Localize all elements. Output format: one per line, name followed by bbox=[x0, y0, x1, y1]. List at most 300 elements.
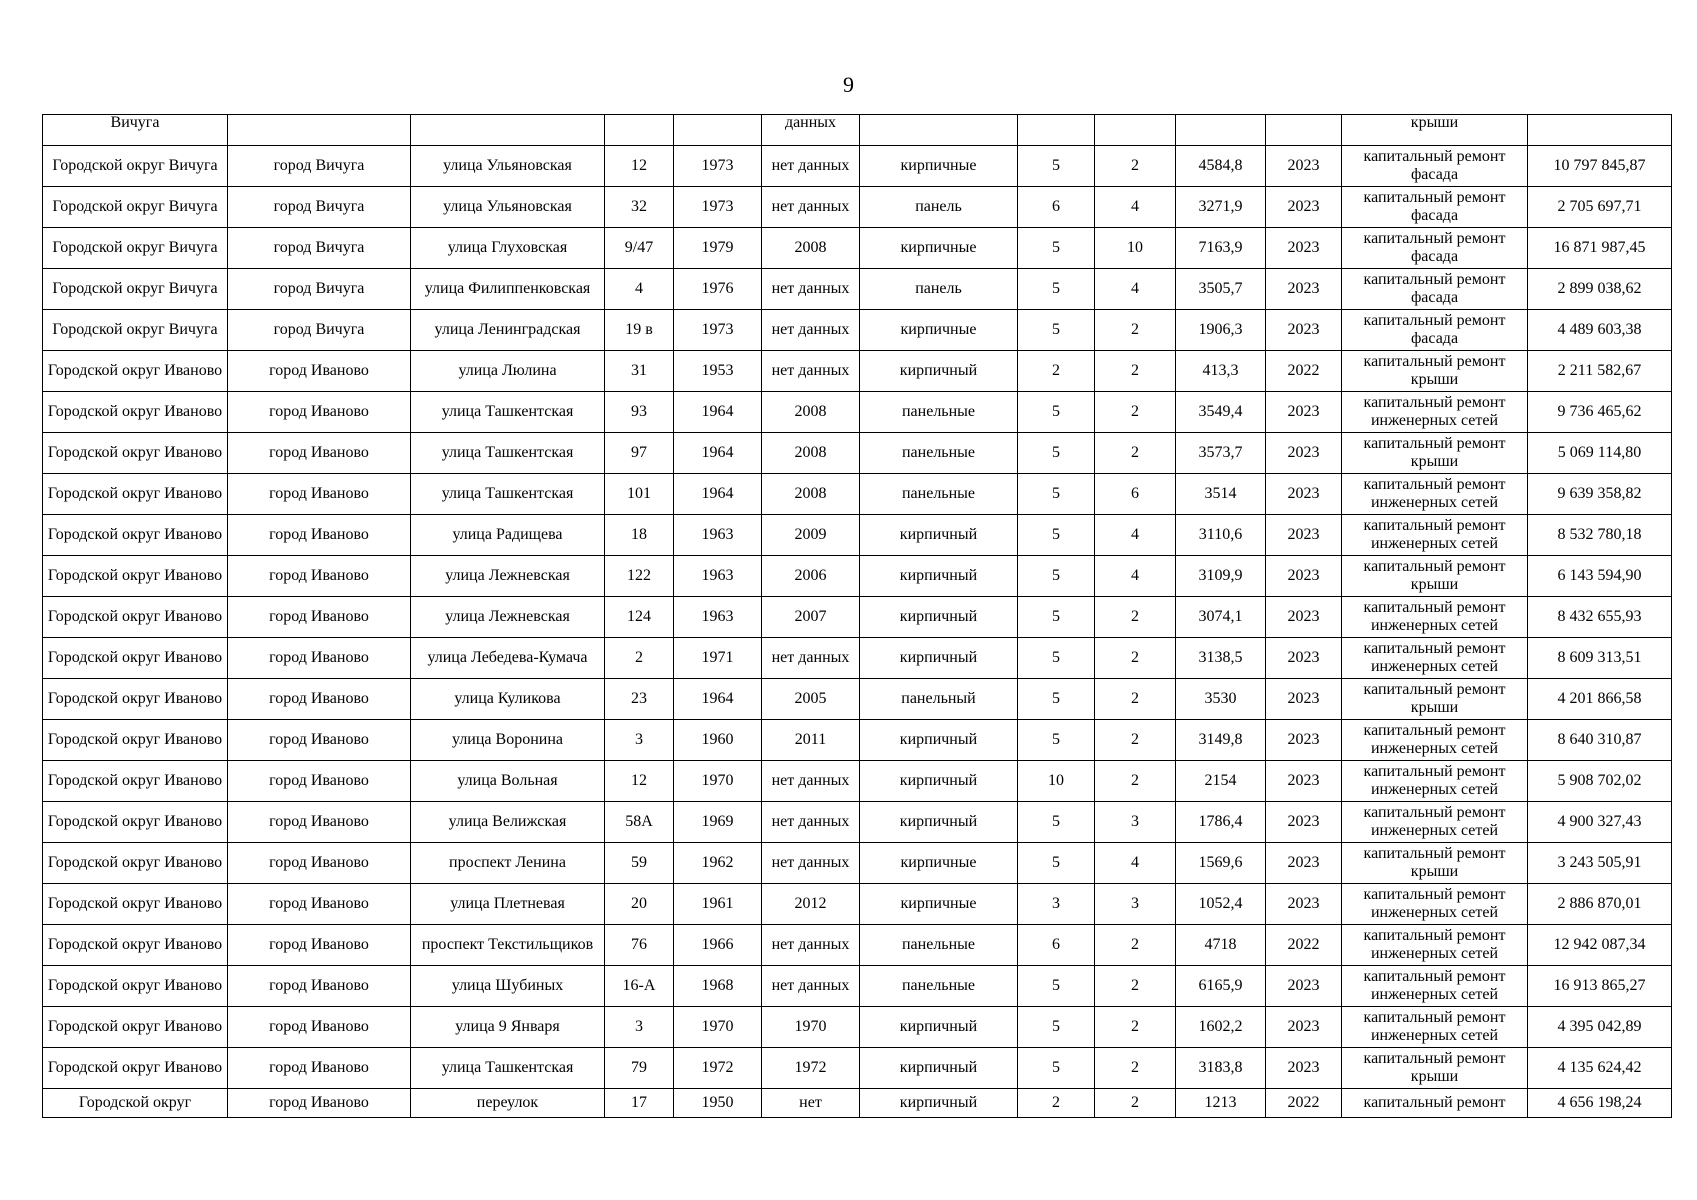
house-number-cell: 2 bbox=[605, 638, 674, 679]
table-row bbox=[43, 966, 1672, 1007]
settlement-cell bbox=[228, 115, 411, 146]
repair-type-cell: капитальный ремонт фасада bbox=[1342, 146, 1528, 187]
area-cell: 2154 bbox=[1176, 761, 1266, 802]
municipality-cell: Городской округ Вичуга bbox=[43, 310, 228, 351]
house-number-cell: 3 bbox=[605, 720, 674, 761]
housing-repair-table bbox=[42, 114, 1672, 1118]
municipality-cell: Городской округ Иваново bbox=[43, 679, 228, 720]
wall-material-cell: кирпичный bbox=[860, 802, 1018, 843]
wall-material-cell bbox=[860, 115, 1018, 146]
repair-type-cell: капитальный ремонт инженерных сетей bbox=[1342, 925, 1528, 966]
wall-material-cell: кирпичный bbox=[860, 556, 1018, 597]
cost-cell: 2 705 697,71 bbox=[1528, 187, 1672, 228]
municipality-cell: Городской округ Иваново bbox=[43, 1048, 228, 1089]
floors-cell: 5 bbox=[1018, 433, 1095, 474]
last-repair-year-cell: 2008 bbox=[762, 392, 860, 433]
repair-type-cell: капитальный ремонт крыши bbox=[1342, 351, 1528, 392]
wall-material-cell: кирпичные bbox=[860, 146, 1018, 187]
municipality-cell: Городской округ Иваново bbox=[43, 638, 228, 679]
street-cell: улица Лежневская bbox=[411, 597, 605, 638]
cost-cell: 8 640 310,87 bbox=[1528, 720, 1672, 761]
settlement-cell: город Иваново bbox=[228, 433, 411, 474]
entrances-cell: 2 bbox=[1095, 1007, 1176, 1048]
build-year-cell: 1963 bbox=[674, 556, 762, 597]
repair-type-cell: крыши bbox=[1342, 115, 1528, 146]
settlement-cell: город Вичуга bbox=[228, 310, 411, 351]
house-number-cell: 4 bbox=[605, 269, 674, 310]
settlement-cell: город Иваново bbox=[228, 925, 411, 966]
settlement-cell: город Иваново bbox=[228, 597, 411, 638]
plan-year-cell: 2023 bbox=[1266, 638, 1342, 679]
entrances-cell: 2 bbox=[1095, 310, 1176, 351]
last-repair-year-cell: 2005 bbox=[762, 679, 860, 720]
last-repair-year-cell: 2008 bbox=[762, 474, 860, 515]
last-repair-year-cell: 2006 bbox=[762, 556, 860, 597]
area-cell: 3074,1 bbox=[1176, 597, 1266, 638]
build-year-cell: 1970 bbox=[674, 1007, 762, 1048]
house-number-cell: 18 bbox=[605, 515, 674, 556]
settlement-cell: город Иваново bbox=[228, 638, 411, 679]
floors-cell: 5 bbox=[1018, 1007, 1095, 1048]
house-number-cell: 79 bbox=[605, 1048, 674, 1089]
wall-material-cell: панельные bbox=[860, 925, 1018, 966]
build-year-cell: 1960 bbox=[674, 720, 762, 761]
build-year-cell: 1963 bbox=[674, 515, 762, 556]
floors-cell: 5 bbox=[1018, 474, 1095, 515]
wall-material-cell: кирпичный bbox=[860, 720, 1018, 761]
repair-type-cell: капитальный ремонт крыши bbox=[1342, 1048, 1528, 1089]
settlement-cell: город Иваново bbox=[228, 802, 411, 843]
table-row bbox=[43, 761, 1672, 802]
build-year-cell: 1969 bbox=[674, 802, 762, 843]
plan-year-cell: 2023 bbox=[1266, 187, 1342, 228]
floors-cell: 5 bbox=[1018, 802, 1095, 843]
last-repair-year-cell: нет данных bbox=[762, 269, 860, 310]
municipality-cell: Городской округ Вичуга bbox=[43, 228, 228, 269]
build-year-cell: 1973 bbox=[674, 187, 762, 228]
house-number-cell: 59 bbox=[605, 843, 674, 884]
entrances-cell: 4 bbox=[1095, 556, 1176, 597]
floors-cell: 5 bbox=[1018, 1048, 1095, 1089]
build-year-cell: 1971 bbox=[674, 638, 762, 679]
plan-year-cell: 2023 bbox=[1266, 269, 1342, 310]
table-row bbox=[43, 433, 1672, 474]
plan-year-cell: 2022 bbox=[1266, 925, 1342, 966]
house-number-cell: 19 в bbox=[605, 310, 674, 351]
house-number-cell: 93 bbox=[605, 392, 674, 433]
cost-cell: 4 656 198,24 bbox=[1528, 1089, 1672, 1118]
area-cell: 3514 bbox=[1176, 474, 1266, 515]
last-repair-year-cell: нет данных bbox=[762, 638, 860, 679]
build-year-cell: 1962 bbox=[674, 843, 762, 884]
table-row bbox=[43, 843, 1672, 884]
entrances-cell: 2 bbox=[1095, 1048, 1176, 1089]
street-cell: проспект Текстильщиков bbox=[411, 925, 605, 966]
repair-type-cell: капитальный ремонт крыши bbox=[1342, 433, 1528, 474]
plan-year-cell: 2023 bbox=[1266, 474, 1342, 515]
cost-cell: 8 532 780,18 bbox=[1528, 515, 1672, 556]
table-row bbox=[43, 392, 1672, 433]
street-cell: улица Воронина bbox=[411, 720, 605, 761]
last-repair-year-cell: нет данных bbox=[762, 146, 860, 187]
plan-year-cell: 2023 bbox=[1266, 843, 1342, 884]
floors-cell: 5 bbox=[1018, 843, 1095, 884]
house-number-cell: 16-А bbox=[605, 966, 674, 1007]
municipality-cell: Городской округ Вичуга bbox=[43, 187, 228, 228]
repair-type-cell: капитальный ремонт инженерных сетей bbox=[1342, 392, 1528, 433]
area-cell: 4718 bbox=[1176, 925, 1266, 966]
cost-cell: 2 886 870,01 bbox=[1528, 884, 1672, 925]
repair-type-cell: капитальный ремонт инженерных сетей bbox=[1342, 884, 1528, 925]
municipality-cell: Городской округ Иваново bbox=[43, 720, 228, 761]
repair-type-cell: капитальный ремонт крыши bbox=[1342, 679, 1528, 720]
wall-material-cell: панельный bbox=[860, 679, 1018, 720]
street-cell: улица Ташкентская bbox=[411, 392, 605, 433]
cost-cell: 10 797 845,87 bbox=[1528, 146, 1672, 187]
house-number-cell: 76 bbox=[605, 925, 674, 966]
entrances-cell: 2 bbox=[1095, 966, 1176, 1007]
street-cell: улица Ташкентская bbox=[411, 1048, 605, 1089]
street-cell: улица Ульяновская bbox=[411, 187, 605, 228]
floors-cell: 3 bbox=[1018, 884, 1095, 925]
floors-cell: 5 bbox=[1018, 310, 1095, 351]
entrances-cell: 2 bbox=[1095, 925, 1176, 966]
municipality-cell: Городской округ Вичуга bbox=[43, 269, 228, 310]
table-row bbox=[43, 310, 1672, 351]
table-row bbox=[43, 1048, 1672, 1089]
settlement-cell: город Иваново bbox=[228, 843, 411, 884]
cost-cell: 4 135 624,42 bbox=[1528, 1048, 1672, 1089]
wall-material-cell: панельные bbox=[860, 966, 1018, 1007]
settlement-cell: город Иваново bbox=[228, 556, 411, 597]
settlement-cell: город Вичуга bbox=[228, 228, 411, 269]
municipality-cell: Городской округ Иваново bbox=[43, 884, 228, 925]
settlement-cell: город Вичуга bbox=[228, 146, 411, 187]
floors-cell: 5 bbox=[1018, 720, 1095, 761]
wall-material-cell: кирпичный bbox=[860, 597, 1018, 638]
municipality-cell: Городской округ Иваново bbox=[43, 966, 228, 1007]
last-repair-year-cell: нет данных bbox=[762, 351, 860, 392]
street-cell: улица Ленинградская bbox=[411, 310, 605, 351]
plan-year-cell: 2023 bbox=[1266, 679, 1342, 720]
house-number-cell: 124 bbox=[605, 597, 674, 638]
area-cell: 3573,7 bbox=[1176, 433, 1266, 474]
plan-year-cell: 2023 bbox=[1266, 228, 1342, 269]
last-repair-year-cell: 2011 bbox=[762, 720, 860, 761]
last-repair-year-cell: 1970 bbox=[762, 1007, 860, 1048]
floors-cell: 5 bbox=[1018, 597, 1095, 638]
wall-material-cell: кирпичный bbox=[860, 515, 1018, 556]
municipality-cell: Городской округ Иваново bbox=[43, 597, 228, 638]
wall-material-cell: кирпичный bbox=[860, 1089, 1018, 1118]
floors-cell: 6 bbox=[1018, 925, 1095, 966]
house-number-cell: 23 bbox=[605, 679, 674, 720]
plan-year-cell: 2023 bbox=[1266, 597, 1342, 638]
cost-cell: 5 908 702,02 bbox=[1528, 761, 1672, 802]
plan-year-cell: 2022 bbox=[1266, 1089, 1342, 1118]
area-cell: 3149,8 bbox=[1176, 720, 1266, 761]
entrances-cell: 2 bbox=[1095, 597, 1176, 638]
house-number-cell: 97 bbox=[605, 433, 674, 474]
repair-type-cell: капитальный ремонт инженерных сетей bbox=[1342, 720, 1528, 761]
build-year-cell: 1973 bbox=[674, 310, 762, 351]
area-cell: 7163,9 bbox=[1176, 228, 1266, 269]
plan-year-cell: 2023 bbox=[1266, 1048, 1342, 1089]
cost-cell: 2 211 582,67 bbox=[1528, 351, 1672, 392]
entrances-cell: 2 bbox=[1095, 351, 1176, 392]
municipality-cell: Городской округ Иваново bbox=[43, 392, 228, 433]
floors-cell: 5 bbox=[1018, 146, 1095, 187]
area-cell: 4584,8 bbox=[1176, 146, 1266, 187]
entrances-cell: 2 bbox=[1095, 1089, 1176, 1118]
street-cell: улица 9 Января bbox=[411, 1007, 605, 1048]
repair-type-cell: капитальный ремонт инженерных сетей bbox=[1342, 761, 1528, 802]
table-row bbox=[43, 720, 1672, 761]
cost-cell: 9 639 358,82 bbox=[1528, 474, 1672, 515]
last-repair-year-cell: данных bbox=[762, 115, 860, 146]
build-year-cell: 1964 bbox=[674, 474, 762, 515]
entrances-cell: 2 bbox=[1095, 761, 1176, 802]
plan-year-cell: 2023 bbox=[1266, 515, 1342, 556]
cost-cell: 12 942 087,34 bbox=[1528, 925, 1672, 966]
street-cell bbox=[411, 115, 605, 146]
street-cell: переулок bbox=[411, 1089, 605, 1118]
house-number-cell: 12 bbox=[605, 146, 674, 187]
build-year-cell: 1970 bbox=[674, 761, 762, 802]
municipality-cell: Городской округ Иваново bbox=[43, 925, 228, 966]
table-row bbox=[43, 1089, 1672, 1118]
table-row bbox=[43, 269, 1672, 310]
plan-year-cell: 2023 bbox=[1266, 966, 1342, 1007]
street-cell: проспект Ленина bbox=[411, 843, 605, 884]
street-cell: улица Глуховская bbox=[411, 228, 605, 269]
street-cell: улица Ульяновская bbox=[411, 146, 605, 187]
last-repair-year-cell: нет bbox=[762, 1089, 860, 1118]
municipality-cell: Городской округ Вичуга bbox=[43, 146, 228, 187]
last-repair-year-cell: 1972 bbox=[762, 1048, 860, 1089]
table-row bbox=[43, 638, 1672, 679]
house-number-cell: 32 bbox=[605, 187, 674, 228]
plan-year-cell: 2023 bbox=[1266, 884, 1342, 925]
build-year-cell: 1968 bbox=[674, 966, 762, 1007]
plan-year-cell: 2023 bbox=[1266, 1007, 1342, 1048]
floors-cell: 5 bbox=[1018, 679, 1095, 720]
last-repair-year-cell: нет данных bbox=[762, 761, 860, 802]
last-repair-year-cell: 2012 bbox=[762, 884, 860, 925]
house-number-cell: 122 bbox=[605, 556, 674, 597]
build-year-cell: 1961 bbox=[674, 884, 762, 925]
area-cell: 3530 bbox=[1176, 679, 1266, 720]
last-repair-year-cell: нет данных bbox=[762, 843, 860, 884]
cost-cell: 4 489 603,38 bbox=[1528, 310, 1672, 351]
plan-year-cell: 2023 bbox=[1266, 720, 1342, 761]
table-row bbox=[43, 351, 1672, 392]
wall-material-cell: панельные bbox=[860, 474, 1018, 515]
house-number-cell bbox=[605, 115, 674, 146]
repair-type-cell: капитальный ремонт фасада bbox=[1342, 187, 1528, 228]
house-number-cell: 17 bbox=[605, 1089, 674, 1118]
area-cell: 1786,4 bbox=[1176, 802, 1266, 843]
last-repair-year-cell: нет данных bbox=[762, 966, 860, 1007]
street-cell: улица Радищева bbox=[411, 515, 605, 556]
last-repair-year-cell: 2009 bbox=[762, 515, 860, 556]
area-cell: 3109,9 bbox=[1176, 556, 1266, 597]
house-number-cell: 101 bbox=[605, 474, 674, 515]
table-row bbox=[43, 679, 1672, 720]
plan-year-cell: 2023 bbox=[1266, 146, 1342, 187]
entrances-cell: 6 bbox=[1095, 474, 1176, 515]
repair-type-cell: капитальный ремонт инженерных сетей bbox=[1342, 638, 1528, 679]
house-number-cell: 31 bbox=[605, 351, 674, 392]
wall-material-cell: панель bbox=[860, 269, 1018, 310]
floors-cell: 5 bbox=[1018, 556, 1095, 597]
street-cell: улица Ташкентская bbox=[411, 433, 605, 474]
street-cell: улица Ташкентская bbox=[411, 474, 605, 515]
page-number: 9 bbox=[843, 72, 854, 97]
area-cell: 1602,2 bbox=[1176, 1007, 1266, 1048]
entrances-cell: 2 bbox=[1095, 433, 1176, 474]
build-year-cell: 1964 bbox=[674, 679, 762, 720]
wall-material-cell: панель bbox=[860, 187, 1018, 228]
last-repair-year-cell: нет данных bbox=[762, 802, 860, 843]
cost-cell: 3 243 505,91 bbox=[1528, 843, 1672, 884]
wall-material-cell: кирпичные bbox=[860, 843, 1018, 884]
table-row bbox=[43, 515, 1672, 556]
street-cell: улица Шубиных bbox=[411, 966, 605, 1007]
plan-year-cell: 2022 bbox=[1266, 351, 1342, 392]
municipality-cell: Городской округ Иваново bbox=[43, 556, 228, 597]
floors-cell bbox=[1018, 115, 1095, 146]
plan-year-cell: 2023 bbox=[1266, 556, 1342, 597]
area-cell: 1569,6 bbox=[1176, 843, 1266, 884]
entrances-cell bbox=[1095, 115, 1176, 146]
street-cell: улица Плетневая bbox=[411, 884, 605, 925]
area-cell: 3110,6 bbox=[1176, 515, 1266, 556]
entrances-cell: 2 bbox=[1095, 392, 1176, 433]
repair-type-cell: капитальный ремонт крыши bbox=[1342, 556, 1528, 597]
settlement-cell: город Иваново bbox=[228, 474, 411, 515]
table-body bbox=[43, 115, 1672, 1118]
build-year-cell: 1950 bbox=[674, 1089, 762, 1118]
table-row bbox=[43, 187, 1672, 228]
house-number-cell: 12 bbox=[605, 761, 674, 802]
cost-cell: 16 871 987,45 bbox=[1528, 228, 1672, 269]
municipality-cell: Вичуга bbox=[43, 115, 228, 146]
floors-cell: 5 bbox=[1018, 966, 1095, 1007]
municipality-cell: Городской округ Иваново bbox=[43, 515, 228, 556]
street-cell: улица Лебедева-Кумача bbox=[411, 638, 605, 679]
table-row bbox=[43, 1007, 1672, 1048]
wall-material-cell: кирпичные bbox=[860, 884, 1018, 925]
settlement-cell: город Иваново bbox=[228, 966, 411, 1007]
house-number-cell: 9/47 bbox=[605, 228, 674, 269]
table-row bbox=[43, 146, 1672, 187]
settlement-cell: город Иваново bbox=[228, 1007, 411, 1048]
build-year-cell: 1972 bbox=[674, 1048, 762, 1089]
build-year-cell: 1964 bbox=[674, 433, 762, 474]
area-cell: 413,3 bbox=[1176, 351, 1266, 392]
last-repair-year-cell: нет данных bbox=[762, 187, 860, 228]
entrances-cell: 3 bbox=[1095, 802, 1176, 843]
table-row bbox=[43, 115, 1672, 146]
repair-type-cell: капитальный ремонт инженерных сетей bbox=[1342, 802, 1528, 843]
repair-type-cell: капитальный ремонт фасада bbox=[1342, 228, 1528, 269]
municipality-cell: Городской округ Иваново bbox=[43, 351, 228, 392]
cost-cell: 6 143 594,90 bbox=[1528, 556, 1672, 597]
cost-cell: 4 900 327,43 bbox=[1528, 802, 1672, 843]
cost-cell: 2 899 038,62 bbox=[1528, 269, 1672, 310]
settlement-cell: город Иваново bbox=[228, 1089, 411, 1118]
entrances-cell: 4 bbox=[1095, 843, 1176, 884]
cost-cell: 9 736 465,62 bbox=[1528, 392, 1672, 433]
municipality-cell: Городской округ Иваново bbox=[43, 843, 228, 884]
wall-material-cell: кирпичный bbox=[860, 351, 1018, 392]
area-cell: 1052,4 bbox=[1176, 884, 1266, 925]
house-number-cell: 3 bbox=[605, 1007, 674, 1048]
floors-cell: 5 bbox=[1018, 269, 1095, 310]
build-year-cell: 1963 bbox=[674, 597, 762, 638]
street-cell: улица Люлина bbox=[411, 351, 605, 392]
municipality-cell: Городской округ Иваново bbox=[43, 802, 228, 843]
floors-cell: 5 bbox=[1018, 392, 1095, 433]
entrances-cell: 2 bbox=[1095, 679, 1176, 720]
build-year-cell bbox=[674, 115, 762, 146]
plan-year-cell bbox=[1266, 115, 1342, 146]
settlement-cell: город Иваново bbox=[228, 351, 411, 392]
entrances-cell: 4 bbox=[1095, 515, 1176, 556]
last-repair-year-cell: 2008 bbox=[762, 433, 860, 474]
build-year-cell: 1964 bbox=[674, 392, 762, 433]
entrances-cell: 2 bbox=[1095, 146, 1176, 187]
repair-type-cell: капитальный ремонт инженерных сетей bbox=[1342, 966, 1528, 1007]
build-year-cell: 1953 bbox=[674, 351, 762, 392]
wall-material-cell: кирпичные bbox=[860, 228, 1018, 269]
plan-year-cell: 2023 bbox=[1266, 433, 1342, 474]
street-cell: улица Филиппенковская bbox=[411, 269, 605, 310]
area-cell: 3505,7 bbox=[1176, 269, 1266, 310]
street-cell: улица Лежневская bbox=[411, 556, 605, 597]
build-year-cell: 1966 bbox=[674, 925, 762, 966]
repair-type-cell: капитальный ремонт фасада bbox=[1342, 269, 1528, 310]
settlement-cell: город Вичуга bbox=[228, 187, 411, 228]
entrances-cell: 4 bbox=[1095, 187, 1176, 228]
street-cell: улица Куликова bbox=[411, 679, 605, 720]
entrances-cell: 10 bbox=[1095, 228, 1176, 269]
house-number-cell: 20 bbox=[605, 884, 674, 925]
settlement-cell: город Иваново bbox=[228, 761, 411, 802]
last-repair-year-cell: 2008 bbox=[762, 228, 860, 269]
area-cell: 6165,9 bbox=[1176, 966, 1266, 1007]
settlement-cell: город Иваново bbox=[228, 720, 411, 761]
plan-year-cell: 2023 bbox=[1266, 802, 1342, 843]
area-cell: 3138,5 bbox=[1176, 638, 1266, 679]
plan-year-cell: 2023 bbox=[1266, 310, 1342, 351]
floors-cell: 5 bbox=[1018, 228, 1095, 269]
municipality-cell: Городской округ Иваново bbox=[43, 474, 228, 515]
floors-cell: 5 bbox=[1018, 515, 1095, 556]
floors-cell: 6 bbox=[1018, 187, 1095, 228]
cost-cell: 16 913 865,27 bbox=[1528, 966, 1672, 1007]
table-row bbox=[43, 556, 1672, 597]
floors-cell: 5 bbox=[1018, 638, 1095, 679]
settlement-cell: город Иваново bbox=[228, 679, 411, 720]
house-number-cell: 58А bbox=[605, 802, 674, 843]
cost-cell: 8 609 313,51 bbox=[1528, 638, 1672, 679]
entrances-cell: 4 bbox=[1095, 269, 1176, 310]
last-repair-year-cell: нет данных bbox=[762, 310, 860, 351]
settlement-cell: город Иваново bbox=[228, 1048, 411, 1089]
area-cell bbox=[1176, 115, 1266, 146]
